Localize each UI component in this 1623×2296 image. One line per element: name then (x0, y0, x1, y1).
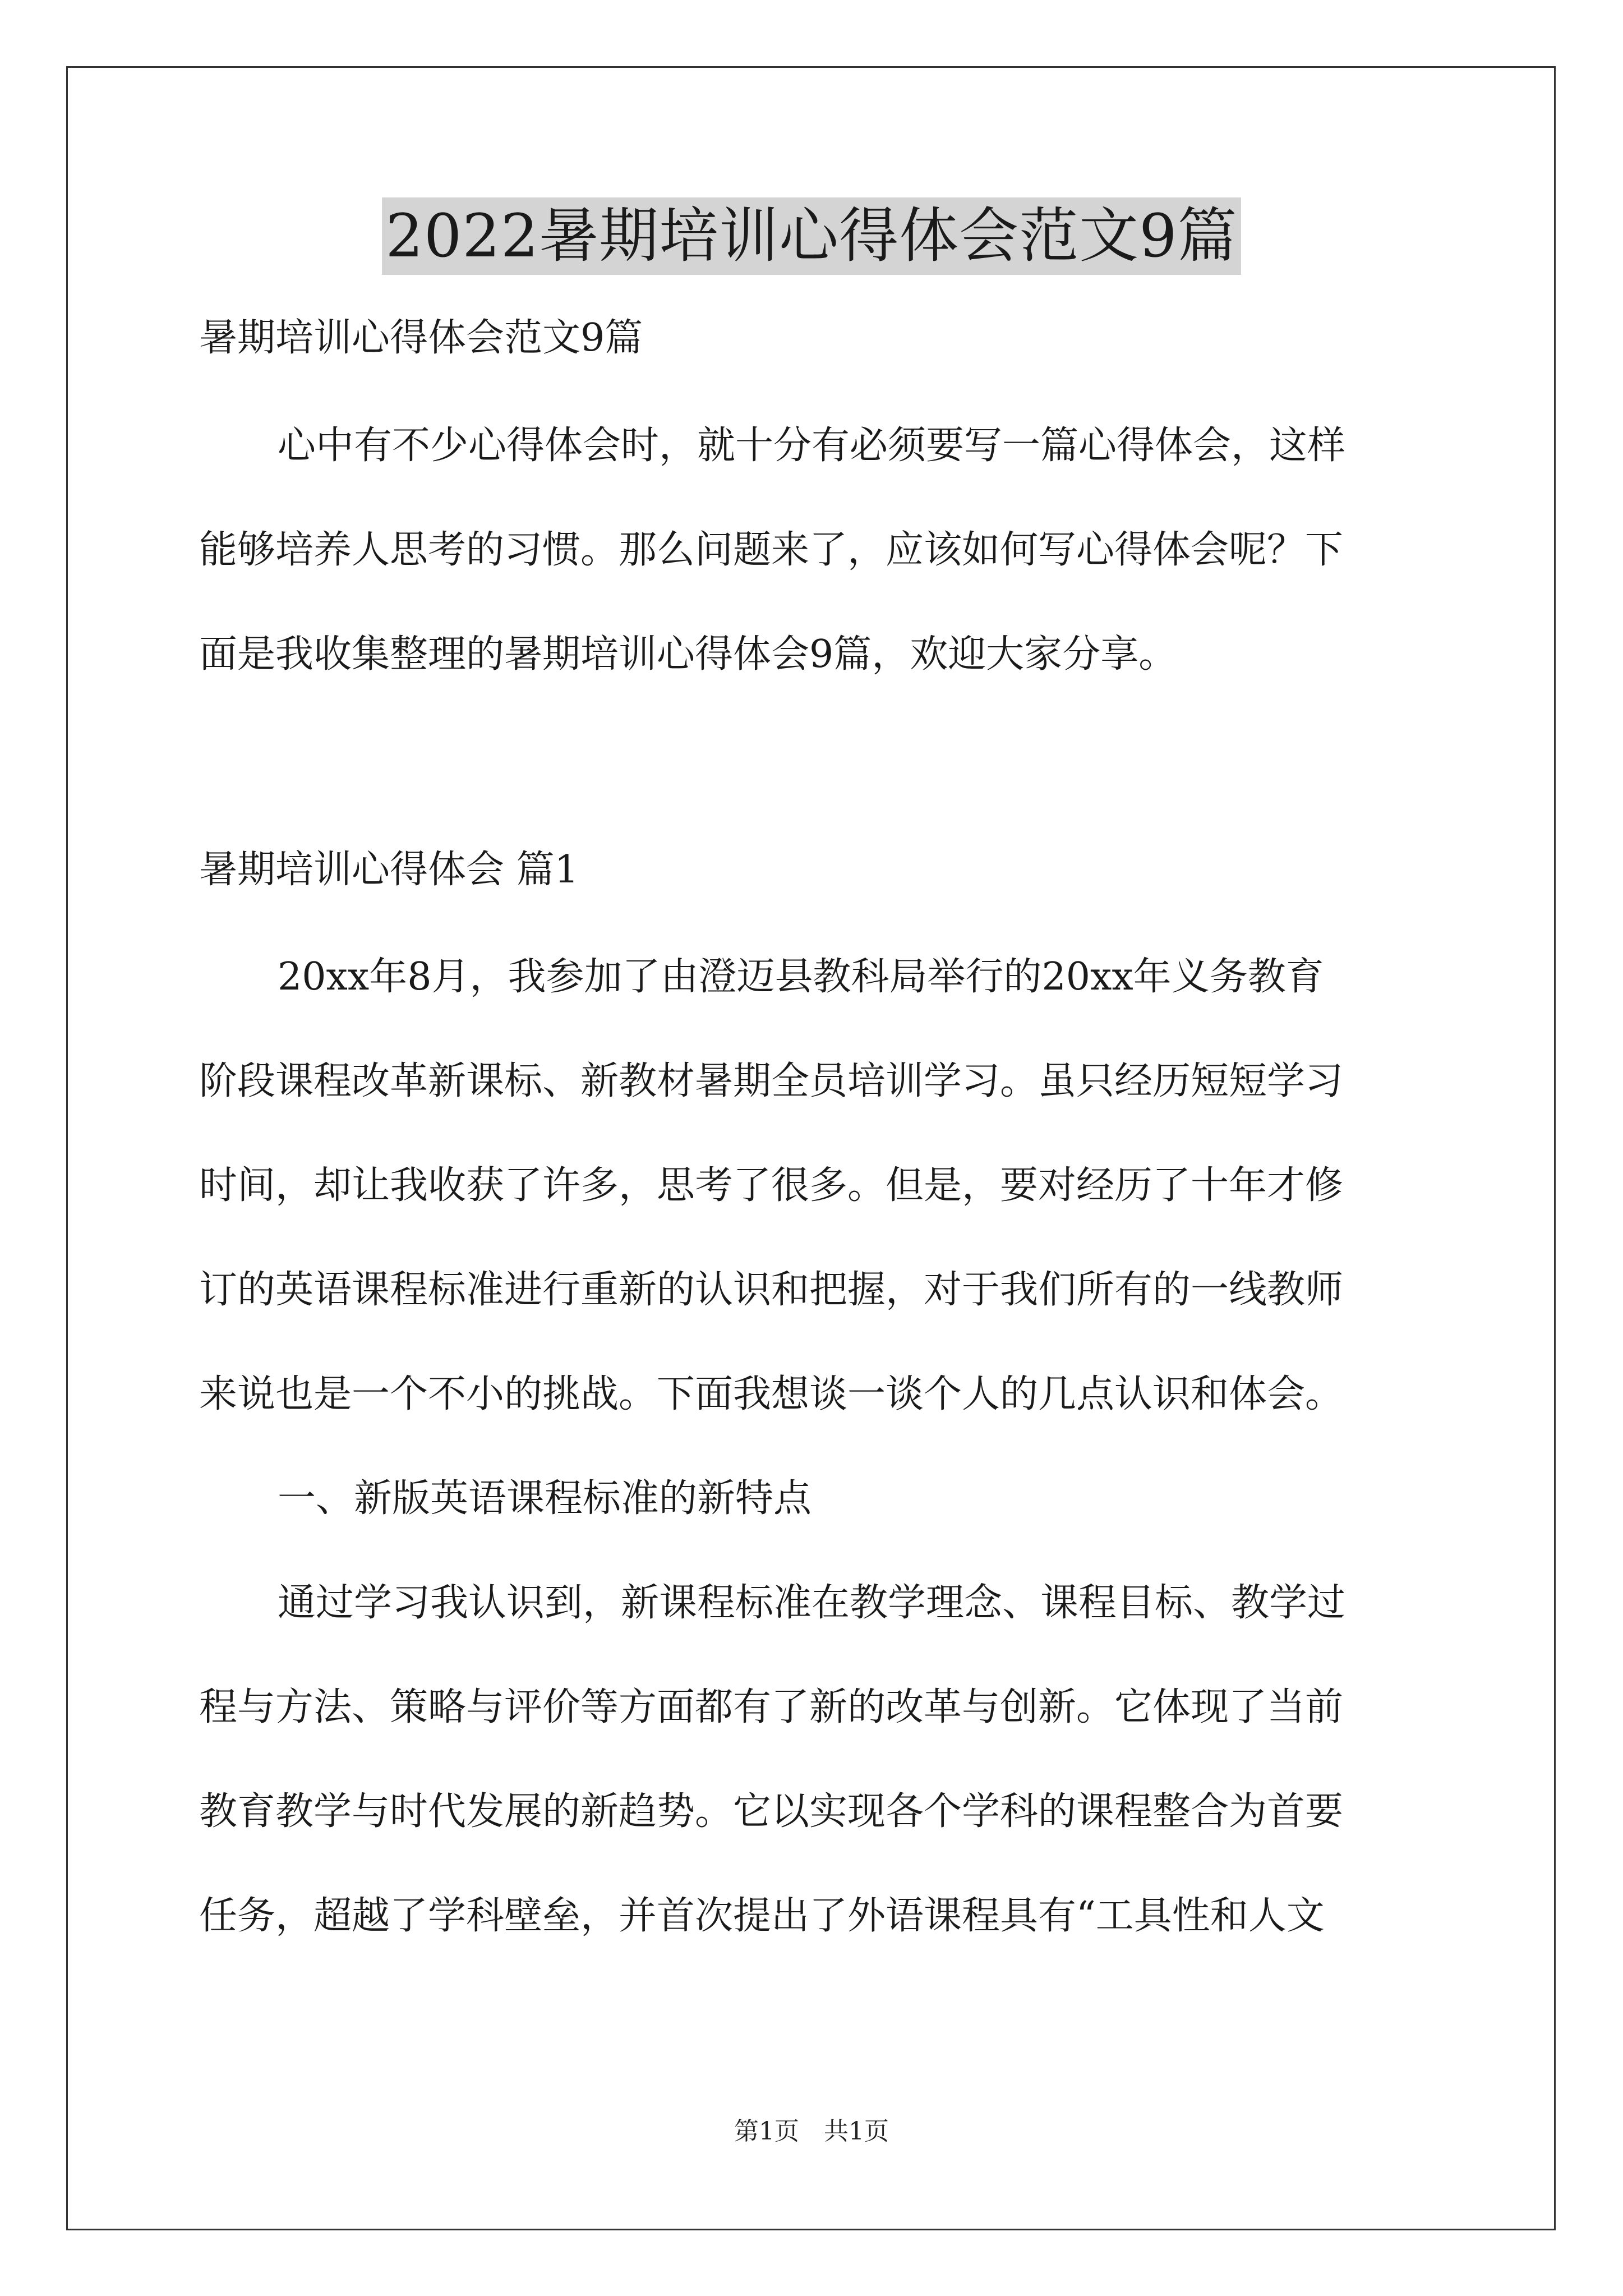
paragraph-line: 程与方法、策略与评价等方面都有了新的改革与创新。它体现了当前 (199, 1685, 1344, 1729)
paragraph-line: 面是我收集整理的暑期培训心得体会9篇，欢迎大家分享。 (199, 632, 1177, 677)
paragraph-line: 来说也是一个不小的挑战。下面我想谈一谈个人的几点认识和体会。 (199, 1372, 1344, 1416)
subsection-heading: 一、新版英语课程标准的新特点 (278, 1476, 812, 1521)
document-body (199, 311, 1436, 1943)
paragraph-line: 能够培养人思考的习惯。那么问题来了，应该如何写心得体会呢？下 (199, 528, 1344, 572)
section-heading: 暑期培训心得体会 篇1 (199, 848, 579, 892)
page-footer: 第1页 共1页 (734, 2117, 889, 2146)
paragraph-line: 阶段课程改革新课标、新教材暑期全员培训学习。虽只经历短短学习 (199, 1059, 1344, 1103)
document-title: 2022暑期培训心得体会范文9篇 (382, 197, 1241, 275)
paragraph-line: 教育教学与时代发展的新趋势。它以实现各个学科的课程整合为首要 (199, 1789, 1344, 1834)
paragraph-line: 订的英语课程标准进行重新的认识和把握，对于我们所有的一线教师 (199, 1268, 1344, 1312)
paragraph-line: 20xx年8月，我参加了由澄迈县教科局举行的20xx年义务教育 (278, 955, 1324, 999)
paragraph-line: 心中有不少心得体会时，就十分有必须要写一篇心得体会，这样 (278, 424, 1346, 468)
paragraph-line: 时间，却让我收获了许多，思考了很多。但是，要对经历了十年才修 (199, 1163, 1344, 1208)
title-container (0, 197, 1623, 275)
paragraph-line: 任务，超越了学科壁垒，并首次提出了外语课程具有“工具性和人文 (199, 1894, 1325, 1938)
paragraph-line: 通过学习我认识到，新课程标准在教学理念、课程目标、教学过 (278, 1581, 1346, 1625)
subtitle-line: 暑期培训心得体会范文9篇 (199, 316, 643, 360)
